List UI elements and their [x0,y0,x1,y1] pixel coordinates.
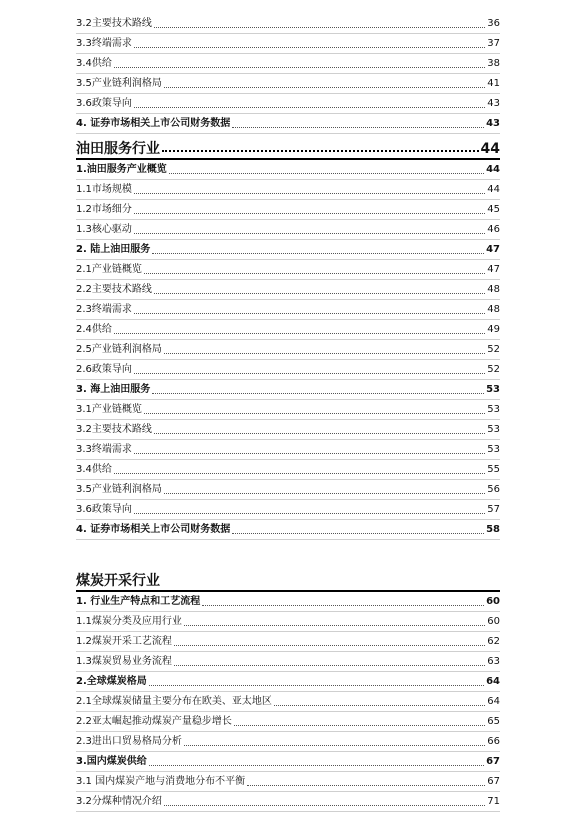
toc-entry-label: 3.5产业链利润格局 [76,78,162,89]
toc-entry[interactable] [76,360,500,380]
toc-entry-label: 3. 海上油田服务 [76,384,151,395]
toc-entry[interactable] [76,500,500,520]
toc-entry-label: 1.2市场细分 [76,204,132,215]
page-number: 47 [487,264,500,275]
page-number: 45 [487,204,500,215]
dot-leader [174,665,485,666]
page-number: 48 [487,304,500,315]
page-number: 44 [486,164,500,175]
dot-leader [134,453,485,454]
dot-leader [134,513,485,514]
page-number: 64 [487,696,500,707]
page-number: 60 [486,596,500,607]
toc-entry[interactable] [76,300,500,320]
toc-entry-label: 2.3终端需求 [76,304,132,315]
toc-entry[interactable] [76,114,500,134]
toc-entry-label: 2.6政策导向 [76,364,132,375]
toc-entry-label: 3.4供给 [76,464,112,475]
toc-entry-label: 4. 证券市场相关上市公司财务数据 [76,524,231,535]
dot-leader [152,393,484,394]
page-number: 53 [487,444,500,455]
toc-block-oilfield-service [76,160,500,540]
toc-entry-label: 3.1 国内煤炭产地与消费地分布不平衡 [76,776,246,787]
page-number: 56 [487,484,500,495]
page-number: 65 [487,716,500,727]
page-number: 71 [487,796,500,807]
toc-entry[interactable] [76,752,500,772]
toc-entry[interactable] [76,652,500,672]
page-number: 53 [486,384,500,395]
dot-leader [134,193,485,194]
toc-entry-label: 1.2煤炭开采工艺流程 [76,636,172,647]
toc-entry-label: 3.2主要技术路线 [76,18,152,29]
toc-entry[interactable] [76,792,500,812]
dot-leader [144,273,485,274]
page-number: 36 [487,18,500,29]
toc-entry[interactable] [76,520,500,540]
dot-leader [164,353,485,354]
toc-entry-label: 3.4供给 [76,58,112,69]
page-number: 60 [487,616,500,627]
toc-entry[interactable] [76,612,500,632]
toc-entry[interactable] [76,320,500,340]
page-number: 58 [486,524,500,535]
dot-leader [164,493,485,494]
toc-entry[interactable] [76,712,500,732]
toc-entry-label: 4. 证券市场相关上市公司财务数据 [76,118,231,129]
dot-leader [164,87,485,88]
page-number: 46 [487,224,500,235]
toc-entry-label: 3.2分煤种情况介绍 [76,796,162,807]
dot-leader [234,725,485,726]
toc-entry[interactable] [76,440,500,460]
page-number: 67 [487,776,500,787]
toc-entry-label: 3.6政策导向 [76,504,132,515]
page-number: 47 [486,244,500,255]
dot-leader [144,413,485,414]
toc-entry[interactable] [76,240,500,260]
dot-leader [232,533,484,534]
toc-entry-label: 2.2主要技术路线 [76,284,152,295]
dot-leader [164,805,485,806]
toc-entry-label: 2. 陆上油田服务 [76,244,151,255]
toc-block-prev-chapter [76,14,500,134]
dot-leader [149,765,484,766]
table-of-contents [76,14,500,812]
page-number: 49 [487,324,500,335]
dot-leader [134,373,485,374]
dot-leader [169,173,484,174]
page-number: 48 [487,284,500,295]
toc-entry[interactable] [76,400,500,420]
page-number: 53 [487,404,500,415]
toc-entry[interactable] [76,672,500,692]
toc-entry[interactable] [76,772,500,792]
dot-leader [174,645,485,646]
toc-entry[interactable] [76,200,500,220]
toc-block-coal-mining [76,592,500,812]
dot-leader [149,685,484,686]
toc-entry-label: 3.6政策导向 [76,98,132,109]
toc-entry[interactable] [76,480,500,500]
toc-entry-label: 1.3煤炭贸易业务流程 [76,656,172,667]
toc-entry-label: 3.5产业链利润格局 [76,484,162,495]
dot-leader [134,233,485,234]
dot-leader [134,47,485,48]
page-number: 64 [486,676,500,687]
toc-entry[interactable] [76,34,500,54]
page-number: 52 [487,364,500,375]
toc-entry-label: 1. 行业生产特点和工艺流程 [76,596,201,607]
page-number: 53 [487,424,500,435]
page-number: 44 [487,184,500,195]
toc-entry[interactable] [76,280,500,300]
toc-entry[interactable] [76,94,500,114]
page-number: 62 [487,636,500,647]
dot-leader [114,67,485,68]
toc-entry-label: 2.1产业链概览 [76,264,142,275]
dot-leader [232,127,484,128]
dot-leader [114,473,485,474]
dot-leader [154,27,485,28]
dot-leader [154,433,485,434]
toc-entry[interactable] [76,220,500,240]
page-number: 55 [487,464,500,475]
toc-entry[interactable] [76,54,500,74]
dot-leader [134,107,485,108]
page-number: 43 [486,118,500,129]
toc-entry-label: 2.1全球煤炭储量主要分布在欧美、亚太地区 [76,696,272,707]
toc-entry[interactable] [76,340,500,360]
toc-entry-label: 1.1市场规模 [76,184,132,195]
toc-entry-label: 2.全球煤炭格局 [76,676,147,687]
page-number: 43 [487,98,500,109]
toc-entry[interactable] [76,180,500,200]
toc-entry[interactable] [76,692,500,712]
toc-entry[interactable] [76,160,500,180]
toc-entry[interactable] [76,380,500,400]
dot-leader [184,625,485,626]
toc-entry-label: 2.3进出口贸易格局分析 [76,736,182,747]
dot-leader [184,745,485,746]
toc-entry-label: 2.5产业链利润格局 [76,344,162,355]
toc-entry[interactable] [76,74,500,94]
page-number: 52 [487,344,500,355]
toc-entry[interactable] [76,420,500,440]
toc-chapter-oilfield-service[interactable] [76,134,500,160]
toc-entry-label: 3.国内煤炭供给 [76,756,147,767]
toc-entry[interactable] [76,632,500,652]
page-number: 67 [486,756,500,767]
page-number: 44 [480,141,500,157]
toc-entry-label: 3.3终端需求 [76,444,132,455]
toc-entry[interactable] [76,14,500,34]
toc-entry-label: 3.3终端需求 [76,38,132,49]
toc-entry[interactable] [76,592,500,612]
toc-entry-label: 1.3核心驱动 [76,224,132,235]
toc-entry-label: 2.4供给 [76,324,112,335]
toc-entry[interactable] [76,460,500,480]
page-number: 38 [487,58,500,69]
chapter-title: 油田服务行业 [76,141,160,157]
section-title-coal-mining: 煤炭开采行业 [76,568,500,592]
dot-leader [134,213,485,214]
dot-leader [134,313,485,314]
toc-entry[interactable] [76,732,500,752]
dot-leader [154,293,485,294]
page-number: 57 [487,504,500,515]
toc-entry-label: 3.2主要技术路线 [76,424,152,435]
page-number: 63 [487,656,500,667]
dot-leader [162,150,479,152]
toc-entry-label: 1.1煤炭分类及应用行业 [76,616,182,627]
dot-leader [202,605,484,606]
dot-leader [247,785,485,786]
toc-entry-label: 3.1产业链概览 [76,404,142,415]
page-number: 37 [487,38,500,49]
page-number: 66 [487,736,500,747]
page-number: 41 [487,78,500,89]
dot-leader [152,253,484,254]
toc-entry[interactable] [76,260,500,280]
dot-leader [274,705,485,706]
dot-leader [114,333,485,334]
toc-entry-label: 2.2亚太崛起推动煤炭产量稳步增长 [76,716,232,727]
toc-entry-label: 1.油田服务产业概览 [76,164,167,175]
